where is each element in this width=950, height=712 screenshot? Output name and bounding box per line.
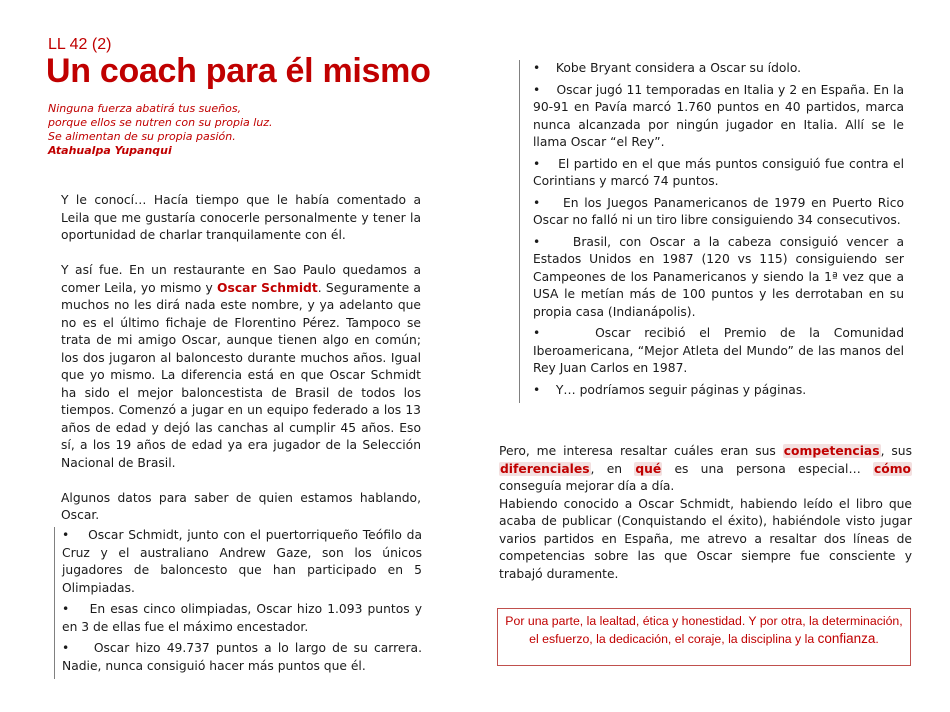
highlight-como: cómo xyxy=(874,461,911,476)
list-item xyxy=(62,601,422,636)
bullet-icon: • xyxy=(533,156,541,171)
epigraph-line: Se alimentan de su propia pasión. xyxy=(48,130,236,143)
highlight-name: Oscar Schmidt xyxy=(217,280,318,295)
list-item-text: Y… podríamos seguir páginas y páginas. xyxy=(555,382,807,397)
text-run: , en xyxy=(590,461,635,476)
bullet-icon: • xyxy=(533,82,541,97)
list-item-text: Oscar hizo 49.737 puntos a lo largo de su carrera. Nadie, nunca consiguió hacer más puntos que él. xyxy=(62,641,422,673)
list-item-text: Oscar Schmidt, junto con el puertorriqueño Teófilo da Cruz y el australiano Andrew Gaze, son los únicos jugadores de baloncesto que han participado en 5 Olimpiadas. xyxy=(62,528,422,595)
quote-emphasis: confianza xyxy=(817,631,876,646)
epigraph-line: Ninguna fuerza abatirá tus sueños, xyxy=(48,102,242,115)
text-run: es una persona especial… xyxy=(662,461,873,476)
bullet-icon: • xyxy=(533,61,541,75)
bullet-icon: • xyxy=(533,195,541,210)
bullet-icon: • xyxy=(533,326,541,340)
left-column-text xyxy=(61,192,421,525)
list-item xyxy=(62,527,422,597)
quote-text: . xyxy=(875,632,879,646)
bullet-icon: • xyxy=(62,641,70,655)
bullet-icon: • xyxy=(62,602,70,616)
list-item xyxy=(533,195,904,230)
text-run: . Seguramente a muchos no les dirá nada este nombre, y ya adelanto que no es el último fichaje de Florentino Pérez. Tampoco se trata de mi amigo Oscar, aunque tienen algo en común; los dos jugaron al baloncesto durante muchos años. Igual que yo mismo. La diferencia está en que Oscar Schmidt ha sido el mejor baloncestista de Brasil de todos los tiempos. Comenzó a jugar en un equipo federado a los 13 años de edad y dejó las canchas al cumplir 45 años. Eso sí, a los 19 años de edad ya era jugador de la Selección Nacional de Brasil. xyxy=(61,280,421,470)
quote-text: Por una parte, la lealtad, ética y honestidad. Y por otra, la determinación, el esfuerzo, la dedicación, el coraje, la disciplina y la xyxy=(505,614,903,646)
document-code: LL 42 (2) xyxy=(48,36,112,53)
text-run: conseguía mejorar día a día. xyxy=(499,479,675,493)
list-item-text: El partido en el que más puntos consiguió fue contra el Corintians y marcó 74 puntos. xyxy=(533,156,904,188)
paragraph: Habiendo conocido a Oscar Schmidt, habiendo leído el libro que acaba de publicar (Conquistando el éxito), habiéndole visto jugar varios partidos en España, me atrevo a resaltar dos líneas de competencias sobre las que Oscar siempre fue consciente y trabajó duramente. xyxy=(499,496,912,581)
paragraph xyxy=(61,262,421,472)
list-item xyxy=(533,60,904,78)
paragraph: Algunos datos para saber de quien estamos hablando, Oscar. xyxy=(61,490,421,522)
epigraph-line: porque ellos se nutren con su propia luz. xyxy=(48,116,273,129)
left-bullet-list xyxy=(54,527,422,679)
bullet-icon: • xyxy=(533,234,541,249)
list-item-text: Oscar jugó 11 temporadas en Italia y 2 en España. En la 90-91 en Pavía marcó 1.760 puntos en 40 partidos, marca nunca alcanzada por ningún jugador en Italia. Allí se le llama Oscar “el Rey”. xyxy=(533,82,904,149)
list-item-text: Brasil, con Oscar a la cabeza consiguió vencer a Estados Unidos en 1987 (120 vs 115) consiguiendo ser Campeones de los Panamericanos y siendo la 1ª vez que a USA le metían más de 100 puntos y les derrotaban en su propia casa (Indianápolis). xyxy=(533,234,904,319)
text-run: Y así fue. En un restaurante en Sao Paulo quedamos a comer Leila, yo mismo y xyxy=(61,263,421,295)
right-column-text xyxy=(499,443,912,583)
bullet-icon: • xyxy=(533,382,541,397)
epigraph xyxy=(48,102,273,158)
paragraph xyxy=(499,443,912,496)
list-item xyxy=(533,382,904,400)
bullet-icon: • xyxy=(62,528,70,542)
text-run: Pero, me interesa resaltar cuáles eran sus xyxy=(499,444,783,458)
text-run: , sus xyxy=(880,444,912,458)
list-item xyxy=(533,325,904,378)
list-item xyxy=(533,234,904,322)
list-item-text: En los Juegos Panamericanos de 1979 en Puerto Rico Oscar no falló ni un tiro libre consiguiendo 34 consecutivos. xyxy=(533,195,904,227)
quote-box xyxy=(497,608,911,666)
list-item xyxy=(62,640,422,675)
highlight-competencias: competencias xyxy=(783,444,880,458)
list-item xyxy=(533,82,904,152)
list-item-text: Kobe Bryant considera a Oscar su ídolo. xyxy=(555,61,802,75)
right-bullet-list xyxy=(519,60,904,403)
page-title: Un coach para él mismo xyxy=(46,52,431,90)
list-item-text: En esas cinco olimpiadas, Oscar hizo 1.093 puntos y en 3 de ellas fue el máximo encestador. xyxy=(62,602,422,634)
highlight-diferenciales: diferenciales xyxy=(500,461,590,476)
paragraph: Y le conocí… Hacía tiempo que le había comentado a Leila que me gustaría conocerle personalmente y tener la oportunidad de charlar tranquilamente con él. xyxy=(61,193,421,242)
highlight-que: qué xyxy=(635,461,662,476)
list-item-text: Oscar recibió el Premio de la Comunidad Iberoamericana, “Mejor Atleta del Mundo” de las manos del Rey Juan Carlos en 1987. xyxy=(533,326,904,375)
epigraph-author: Atahualpa Yupanqui xyxy=(48,144,172,157)
list-item xyxy=(533,156,904,191)
